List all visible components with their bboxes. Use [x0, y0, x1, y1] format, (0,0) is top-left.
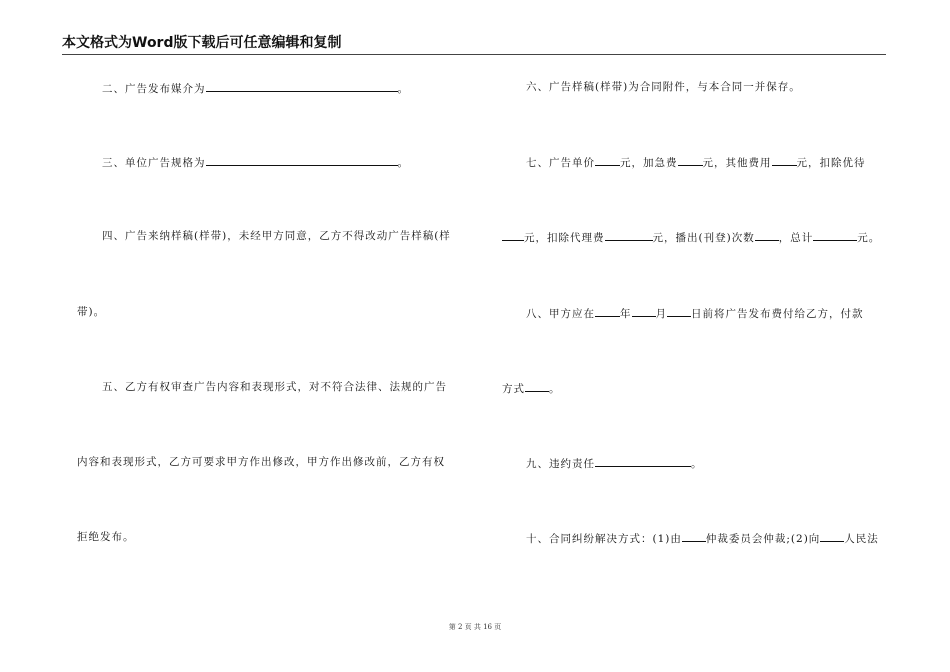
blank-field [820, 530, 844, 542]
clause-text: 十、合同纠纷解决方式：(1)由 [526, 533, 682, 545]
clause-text: 三、单位广告规格为 [102, 157, 206, 169]
clause-text: 元，扣除优待 [796, 157, 866, 169]
blank-field [525, 380, 549, 392]
document-header-title: 本文格式为Word版下载后可任意编辑和复制 [62, 34, 886, 55]
clause-text: 。 [691, 458, 703, 470]
clause-text: 元，其他费用 [702, 157, 772, 169]
clause-10-line1 [526, 530, 879, 546]
clause-7-line1 [526, 154, 866, 170]
clause-text: 八、甲方应在 [526, 308, 595, 320]
blank-field [667, 305, 691, 317]
blank-field [595, 455, 691, 467]
page-number: 第 2 页 共 16 页 [448, 623, 502, 631]
blank-field [595, 154, 620, 166]
clause-text: 元。 [857, 232, 881, 244]
blank-field [755, 229, 779, 241]
clause-text: 。 [549, 383, 561, 395]
clause-text: 元，播出(刊登)次数 [652, 232, 755, 244]
clause-text: 方式 [502, 383, 525, 395]
clause-text: 日前将广告发布费付给乙方，付款 [691, 308, 864, 320]
clause-text: 七、广告单价 [526, 157, 595, 169]
blank-field [678, 154, 703, 166]
clause-9 [526, 455, 703, 471]
clause-text: 九、违约责任 [526, 458, 595, 470]
clause-text: 。 [397, 83, 409, 95]
blank-field [632, 305, 656, 317]
clause-text: 年 [620, 308, 632, 320]
clause-text: 人民法 [844, 533, 879, 545]
blank-field [206, 154, 398, 166]
clause-4-line1: 四、广告来纳样稿(样带)，未经甲方同意，乙方不得改动广告样稿(样 [102, 230, 451, 242]
clause-5-line3: 拒绝发布。 [77, 531, 135, 543]
blank-field [502, 229, 524, 241]
blank-field [595, 305, 620, 317]
clause-text: 元，扣除代理费 [524, 232, 605, 244]
clause-text: ，总计 [778, 232, 814, 244]
blank-field [772, 154, 797, 166]
clause-4-line2: 带)。 [77, 306, 106, 318]
clause-2-media [102, 80, 409, 96]
clause-8-line1 [526, 305, 864, 321]
blank-field [682, 530, 706, 542]
clause-3-spec [102, 154, 409, 170]
clause-text: 月 [655, 308, 667, 320]
clause-text: 仲裁委员会仲裁;(2)向 [705, 533, 821, 545]
clause-8-line2 [502, 380, 561, 396]
clause-5-line2: 内容和表现形式，乙方可要求甲方作出修改，甲方作出修改前，乙方有权 [77, 456, 445, 468]
clause-6: 六、广告样稿(样带)为合同附件，与本合同一并保存。 [526, 81, 801, 93]
clause-5-line1: 五、乙方有权审查广告内容和表现形式，对不符合法律、法规的广告 [102, 381, 447, 393]
blank-field [813, 229, 857, 241]
blank-field [605, 229, 653, 241]
clause-text: 元，加急费 [620, 157, 678, 169]
blank-field [206, 80, 398, 92]
clause-text: 。 [397, 157, 409, 169]
clause-7-line2 [502, 229, 880, 245]
clause-text: 二、广告发布媒介为 [102, 83, 206, 95]
